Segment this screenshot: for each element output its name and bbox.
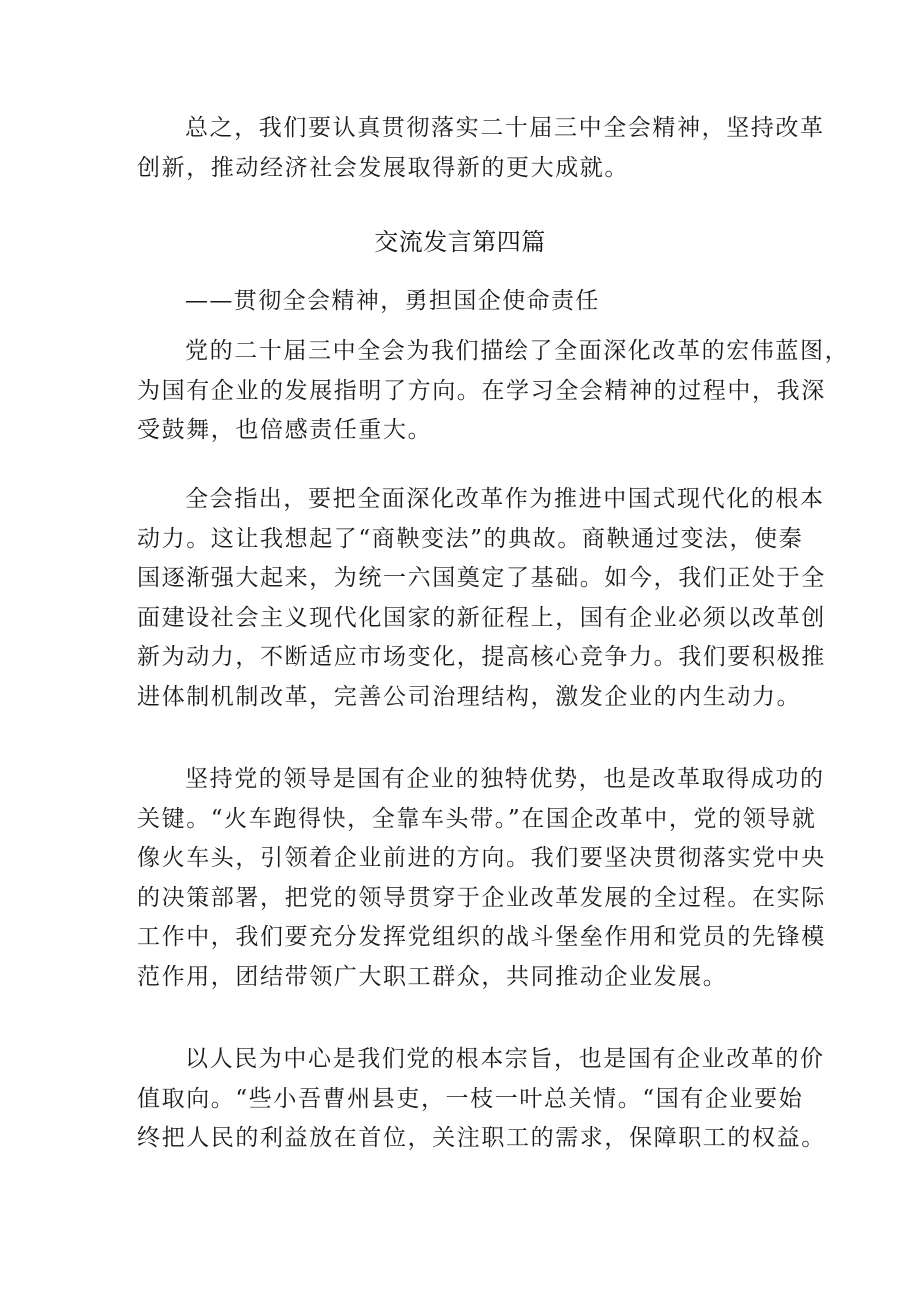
paragraph-line: 全会指出，要把全面深化改革作为推进中国式现代化的根本 xyxy=(185,486,825,512)
paragraph-line: 进体制机制改革，完善公司治理结构，激发企业的内生动力。 xyxy=(137,683,802,710)
paragraph-line: 受鼓舞，也倍感责任重大。 xyxy=(137,417,433,443)
body-paragraph-2 xyxy=(137,480,826,717)
paragraph-line: 坚持党的领导是国有企业的独特优势，也是改革取得成功的 xyxy=(185,766,825,792)
paragraph-line: 创新，推动经济社会发展取得新的更大成就。 xyxy=(137,154,629,181)
paragraph-line: 为国有企业的发展指明了方向。在学习全会精神的过程中，我深 xyxy=(137,377,826,404)
intro-paragraph xyxy=(137,109,825,188)
paragraph-line: 的决策部署，把党的领导贯穿于企业改革发展的全过程。在实际 xyxy=(137,884,826,911)
paragraph-line: 动力。这让我想起了“商鞅变法”的典故。商鞅通过变法，使秦 xyxy=(137,525,804,552)
paragraph-line: 像火车头，引领着企业前进的方向。我们要坚决贯彻落实党中央 xyxy=(137,845,826,871)
paragraph-line: 关键。“火车跑得快，全靠车头带。”在国企改革中，党的领导就 xyxy=(137,805,817,832)
paragraph-line: 范作用，团结带领广大职工群众，共同推动企业发展。 xyxy=(137,963,728,990)
section-subtitle: ——贯彻全会精神，勇担国企使命责任 xyxy=(185,288,600,314)
section-heading: 交流发言第四篇 xyxy=(374,228,546,256)
paragraph-line: 国逐渐强大起来，为统一六国奠定了基础。如今，我们正处于全 xyxy=(137,565,826,591)
body-paragraph-4 xyxy=(137,1040,826,1159)
paragraph-line: 终把人民的利益放在首位，关注职工的需求，保障职工的权益。 xyxy=(137,1125,826,1151)
body-paragraph-3 xyxy=(137,760,826,997)
paragraph-line: 新为动力，不断适应市场变化，提高核心竞争力。我们要积极推 xyxy=(137,644,826,670)
paragraph-line: 值取向。“些小吾曹州县吏，一枝一叶总关情。“国有企业要始 xyxy=(137,1085,804,1112)
paragraph-line: 面建设社会主义现代化国家的新征程上，国有企业必须以改革创 xyxy=(137,604,826,631)
paragraph-line: 工作中，我们要充分发挥党组织的战斗堡垒作用和党员的先锋模 xyxy=(137,924,826,950)
body-paragraph-1 xyxy=(137,332,850,451)
paragraph-line: 总之，我们要认真贯彻落实二十届三中全会精神，坚持改革 xyxy=(185,115,825,141)
paragraph-line: 以人民为中心是我们党的根本宗旨，也是国有企业改革的价 xyxy=(185,1046,825,1072)
paragraph-line: 党的二十届三中全会为我们描绘了全面深化改革的宏伟蓝图， xyxy=(185,338,850,364)
